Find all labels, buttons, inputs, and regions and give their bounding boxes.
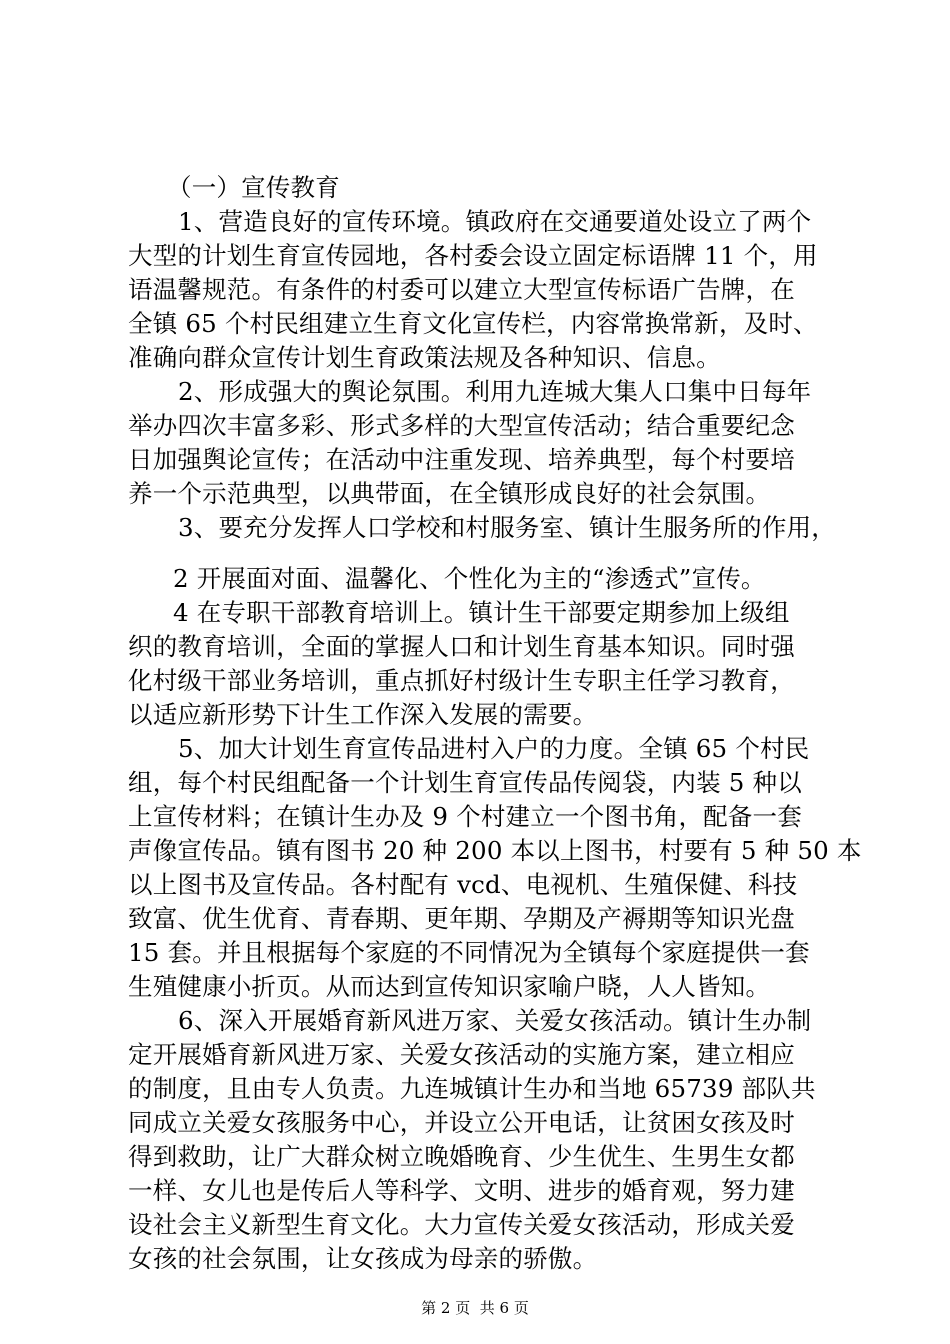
paragraph-line: 3、要充分发挥人口学校和村服务室、镇计生服务所的作用， [178,513,836,542]
paragraph-line: 15 套。并且根据每个家庭的不同情况为全镇每个家庭提供一套 [128,938,810,967]
paragraph-line: 织的教育培训，全面的掌握人口和计划生育基本知识。同时强 [128,632,795,661]
paragraph-line: 4 在专职干部教育培训上。镇计生干部要定期参加上级组 [173,598,790,627]
paragraph-line: 同成立关爱女孩服务中心，并设立公开电话，让贫困女孩及时 [128,1108,795,1137]
paragraph-line: 女孩的社会氛围，让女孩成为母亲的骄傲。 [128,1244,598,1273]
section-heading: （一）宣传教育 [167,173,340,202]
paragraph-line: 日加强舆论宣传；在活动中注重发现、培养典型，每个村要培 [128,445,795,474]
paragraph-line: 上宣传材料；在镇计生办及 9 个村建立一个图书角，配备一套 [128,802,802,831]
paragraph-line: 大型的计划生育宣传园地，各村委会设立固定标语牌 11 个，用 [128,241,818,270]
paragraph-line: 化村级干部业务培训，重点抓好村级计生专职主任学习教育， [128,666,795,695]
paragraph-line: 组，每个村民组配备一个计划生育宣传品传阅袋，内装 5 种以 [128,768,802,797]
paragraph-line: 设社会主义新型生育文化。大力宣传关爱女孩活动，形成关爱 [128,1210,795,1239]
paragraph-line: 1、营造良好的宣传环境。镇政府在交通要道处设立了两个 [178,207,812,236]
paragraph-line: 定开展婚育新风进万家、关爱女孩活动的实施方案，建立相应 [128,1040,795,1069]
paragraph-line: 生殖健康小折页。从而达到宣传知识家喻户晓，人人皆知。 [128,972,771,1001]
paragraph-line: 全镇 65 个村民组建立生育文化宣传栏，内容常换常新，及时、 [128,309,818,338]
paragraph-line: 5、加大计划生育宣传品进村入户的力度。全镇 65 个村民 [178,734,810,763]
paragraph-line: 养一个示范典型，以典带面，在全镇形成良好的社会氛围。 [128,479,771,508]
paragraph-line: 的制度，且由专人负责。九连城镇计生办和当地 65739 部队共 [128,1074,816,1103]
paragraph-line: 得到救助，让广大群众树立晚婚晚育、少生优生、生男生女都 [128,1142,795,1171]
paragraph-line: 6、深入开展婚育新风进万家、关爱女孩活动。镇计生办制 [178,1006,812,1035]
paragraph-line: 以适应新形势下计生工作深入发展的需要。 [128,700,598,729]
paragraph-line: 2 开展面对面、温馨化、个性化为主的“渗透式”宣传。 [173,564,766,593]
paragraph-line: 声像宣传品。镇有图书 20 种 200 本以上图书，村要有 5 种 50 本 [128,836,862,865]
paragraph-line: 准确向群众宣传计划生育政策法规及各种知识、信息。 [128,343,721,372]
paragraph-line: 语温馨规范。有条件的村委可以建立大型宣传标语广告牌，在 [128,275,795,304]
paragraph-line: 举办四次丰富多彩、形式多样的大型宣传活动；结合重要纪念 [128,411,795,440]
paragraph-line: 以上图书及宣传品。各村配有 vcd、电视机、生殖保健、科技 [128,870,798,899]
paragraph-line: 致富、优生优育、青春期、更年期、孕期及产褥期等知识光盘 [128,904,795,933]
paragraph-line: 一样、女儿也是传后人等科学、文明、进步的婚育观，努力建 [128,1176,795,1205]
page-footer: 第 2 页 共 6 页 [421,1299,529,1317]
paragraph-line: 2、形成强大的舆论氛围。利用九连城大集人口集中日每年 [178,377,812,406]
